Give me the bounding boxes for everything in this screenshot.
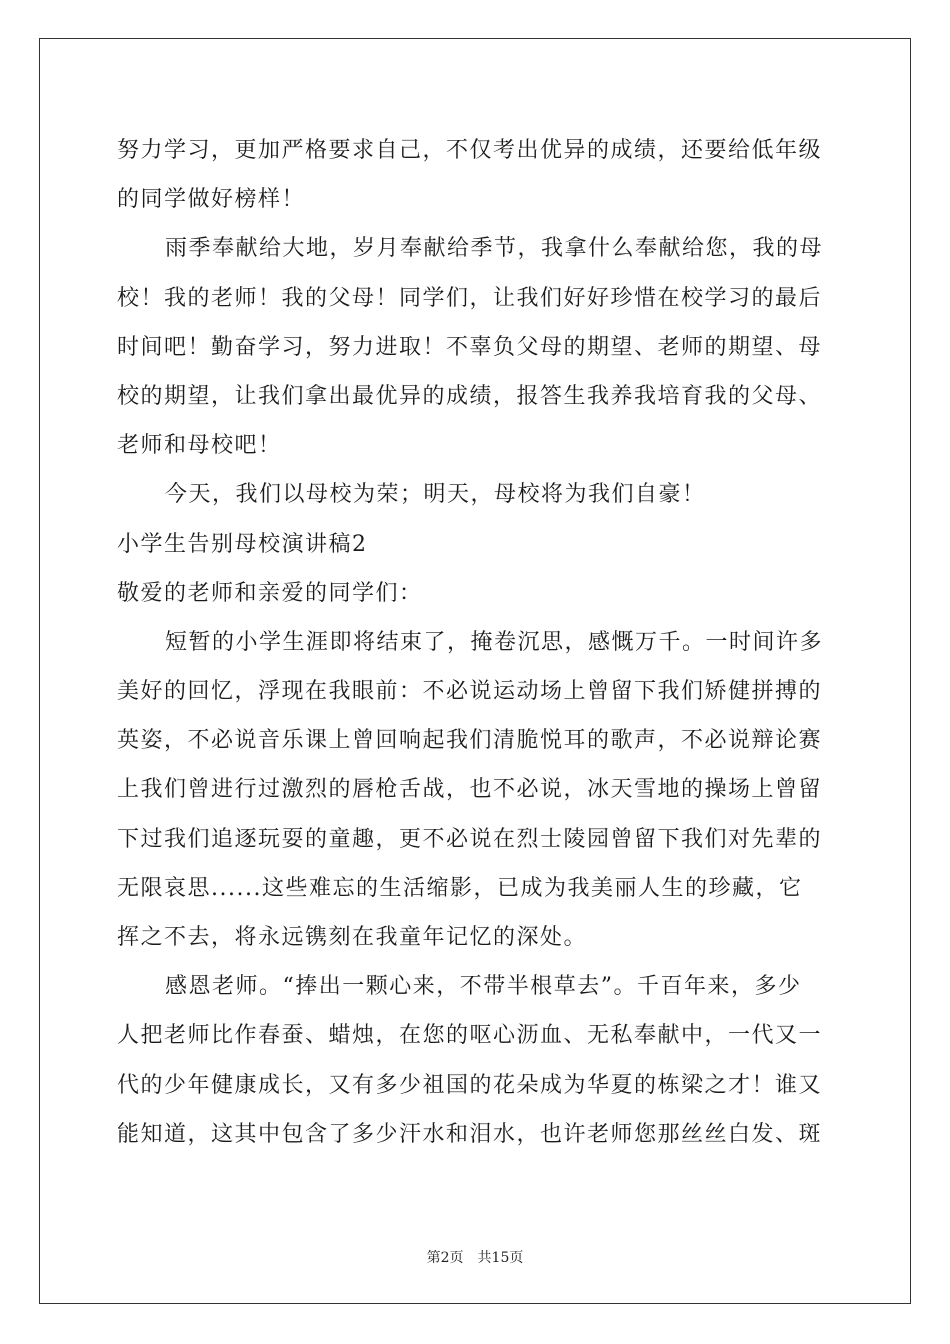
text-line: 上我们曾进行过激烈的唇枪舌战，也不必说，冰天雪地的操场上曾留 xyxy=(117,777,823,803)
text-line: 英姿，不必说音乐课上曾回响起我们清脆悦耳的歌声，不必说辩论赛 xyxy=(117,728,823,754)
text-line: 努力学习，更加严格要求自己，不仅考出优异的成绩，还要给低年级 xyxy=(117,138,823,163)
text-line: 无限哀思......这些难忘的生活缩影，已成为我美丽人生的珍藏，它 xyxy=(117,875,803,901)
text-line: 今天，我们以母校为荣；明天，母校将为我们自豪！ xyxy=(165,482,706,508)
text-line: 挥之不去，将永远镌刻在我童年记忆的深处。 xyxy=(117,925,588,950)
text-line: 短暂的小学生涯即将结束了，掩卷沉思，感慨万千。一时间许多 xyxy=(165,629,824,655)
text-line: 感恩老师。“捧出一颗心来，不带半根草去”。千百年来，多少 xyxy=(165,974,802,1000)
text-line: 校的期望，让我们拿出最优异的成绩，报答生我养我培育我的父母、 xyxy=(117,383,823,409)
text-line: 时间吧！勤奋学习，努力进取！不辜负父母的期望、老师的期望、母 xyxy=(117,334,823,360)
text-line: 美好的回忆，浮现在我眼前：不必说运动场上曾留下我们矫健拼搏的 xyxy=(117,679,823,705)
text-line: 老师和母校吧！ xyxy=(117,433,282,459)
section-heading: 小学生告别母校演讲稿2 xyxy=(117,531,368,557)
page-number-footer: 第2页 共15页 xyxy=(426,1250,524,1266)
text-line: 能知道，这其中包含了多少汗水和泪水，也许老师您那丝丝白发、斑 xyxy=(117,1121,823,1147)
text-line: 下过我们追逐玩耍的童趣，更不必说在烈士陵园曾留下我们对先辈的 xyxy=(117,826,823,852)
text-line: 雨季奉献给大地，岁月奉献给季节，我拿什么奉献给您，我的母 xyxy=(165,236,824,262)
text-line: 代的少年健康成长，又有多少祖国的花朵成为华夏的栋梁之才！谁又 xyxy=(117,1072,823,1098)
text-line: 人把老师比作春蚕、蜡烛，在您的呕心沥血、无私奉献中，一代又一 xyxy=(117,1023,823,1049)
text-line: 校！我的老师！我的父母！同学们，让我们好好珍惜在校学习的最后 xyxy=(117,285,823,311)
text-line: 敬爱的老师和亲爱的同学们： xyxy=(117,580,423,606)
document-body xyxy=(117,126,837,1159)
text-line: 的同学做好榜样！ xyxy=(117,187,306,213)
